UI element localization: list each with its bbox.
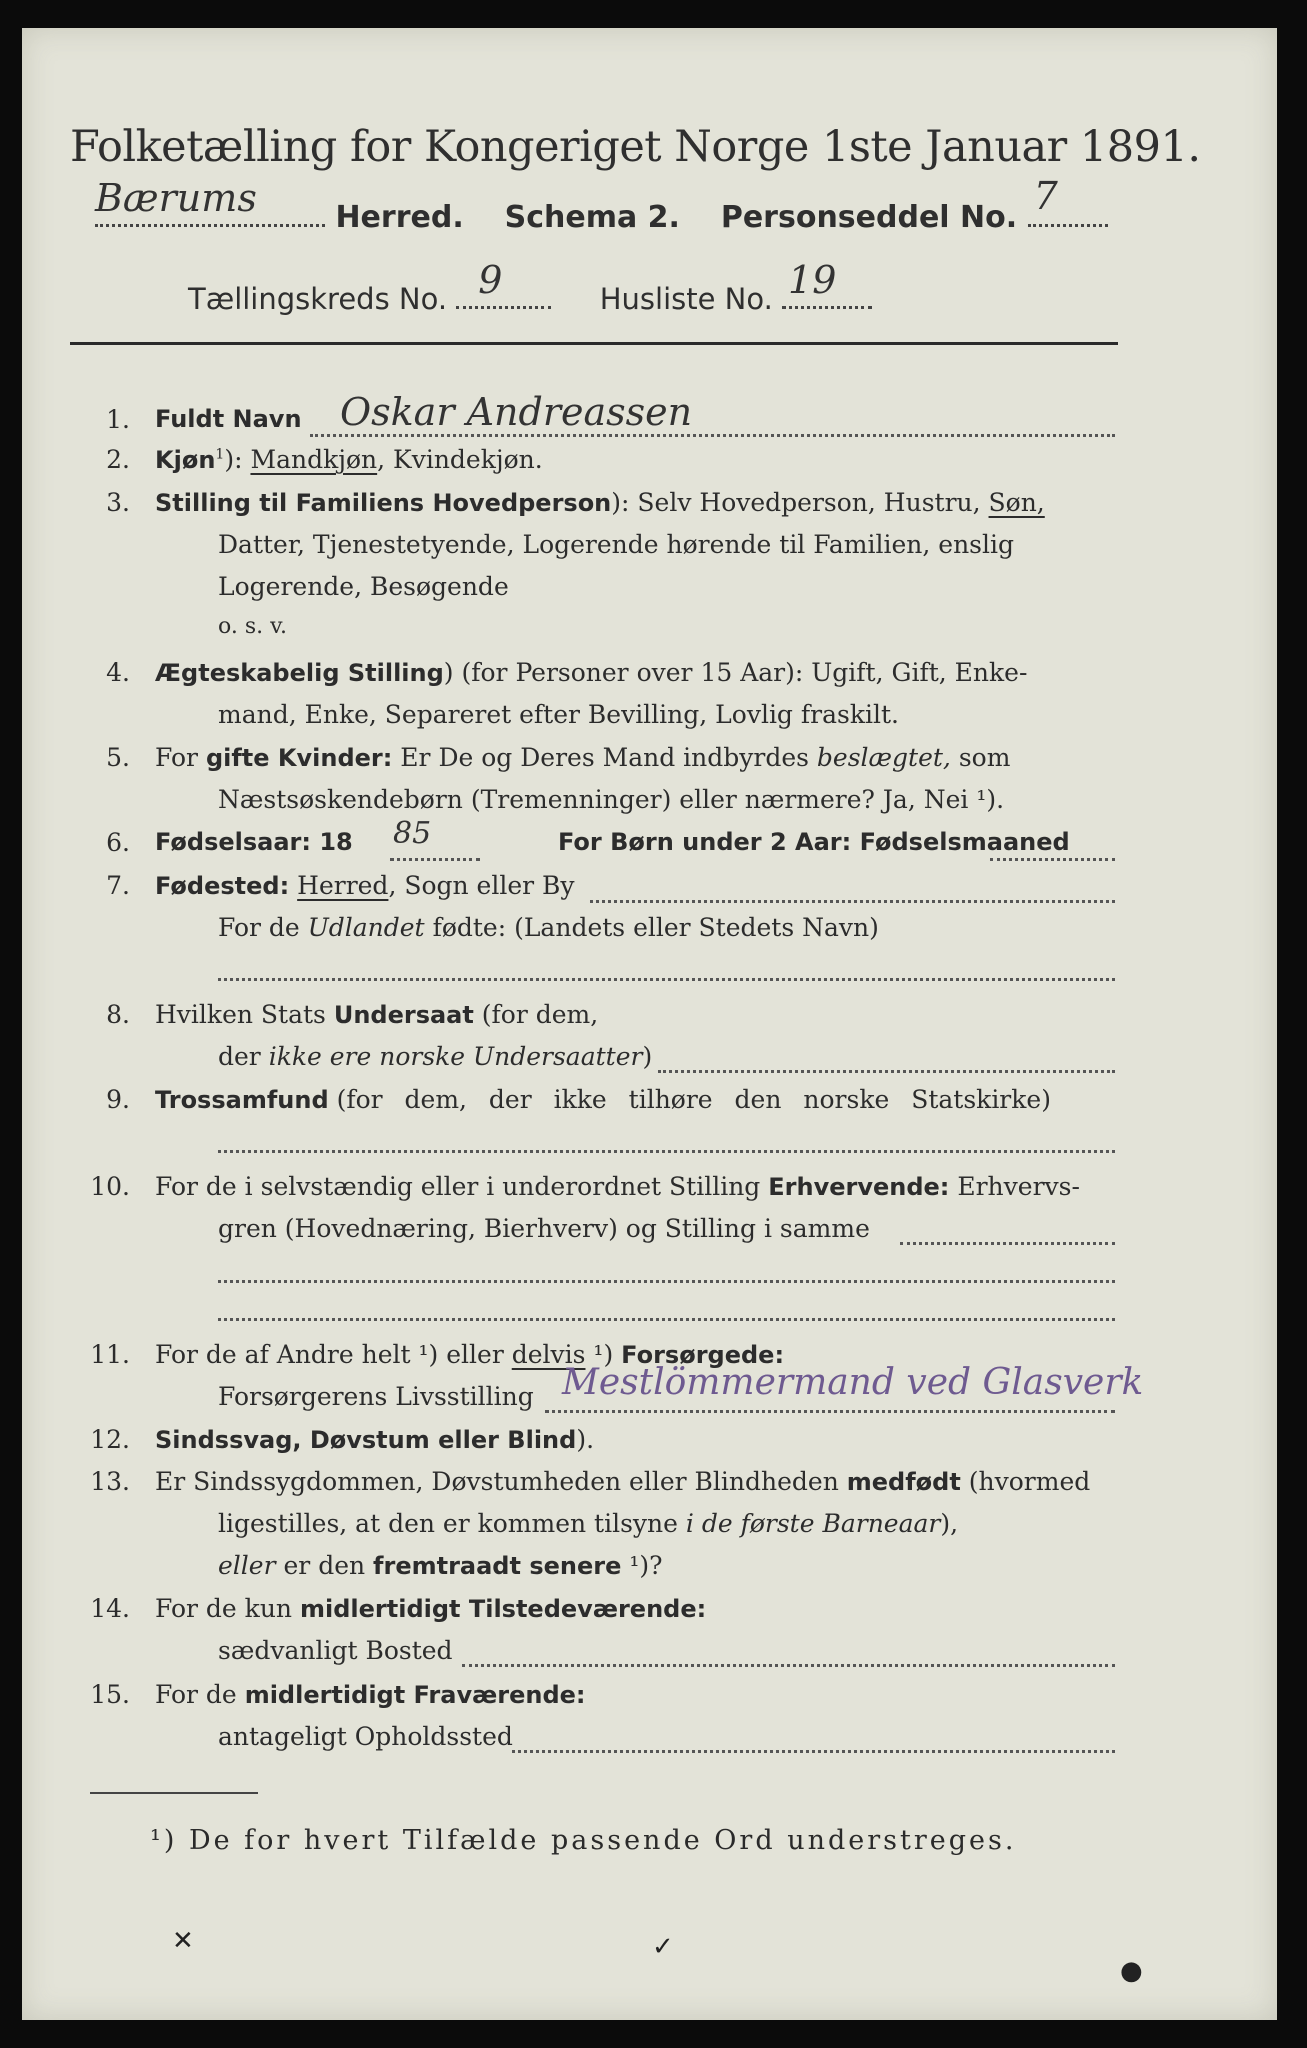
item-11-line	[545, 1410, 1115, 1413]
item-10-line-a	[900, 1242, 1115, 1245]
item-13-line3-it: eller	[218, 1551, 276, 1580]
item-15-label: midlertidigt Fraværende:	[244, 1681, 586, 1709]
item-13-rest: (hvormed	[968, 1467, 1091, 1496]
header-line-herred	[95, 174, 1108, 235]
item-7-label: Fødested:	[155, 872, 290, 900]
item-10-pre: For de i selvstændig eller i underordnet Stilling	[155, 1172, 761, 1201]
item-3-line1: ): Selv Hovedperson, Hustru,	[611, 488, 981, 517]
herred-label: Herred.	[335, 200, 464, 235]
item-4-line2: mand, Enke, Separeret efter Bevilling, Lovlig fraskilt.	[218, 700, 899, 729]
herred-field	[95, 176, 325, 227]
item-3-line2: Datter, Tjenestetyende, Logerende hørende til Familien, enslig	[218, 530, 1015, 559]
item-10-line2: gren (Hovednæring, Bierhverv) og Stilling i samme	[218, 1214, 870, 1243]
item-13-pre: Er Sindssygdommen, Døvstumheden eller Blindheden	[155, 1467, 839, 1496]
item-7-udlandet: Udlandet	[307, 913, 425, 942]
item-8-line2-it: ikke ere norske Undersaatter	[268, 1042, 643, 1071]
item-1-line	[310, 434, 1115, 437]
item-7-rest: , Sogn eller By	[388, 871, 575, 900]
item-10-line-b	[218, 1280, 1115, 1283]
item-8-label: Undersaat	[333, 1001, 474, 1029]
item-7-line2-pre: For de	[218, 913, 300, 942]
kreds-field	[456, 258, 551, 309]
provider-occupation-value: Mestlömmermand ved Glasverk	[562, 1362, 1144, 1403]
item-3-label: Stilling til Familiens Hovedperson	[155, 489, 612, 517]
item-13-line2	[218, 1509, 958, 1538]
item-13-line3	[218, 1551, 663, 1580]
item-6-number: 6.	[106, 828, 130, 857]
ink-mark-center: ✓	[652, 1932, 674, 1962]
item-5-beslaegtet: beslægtet,	[816, 743, 951, 772]
schema-label: Schema 2.	[504, 200, 680, 235]
item-7-number: 7.	[106, 871, 130, 900]
footnote: ¹) De for hvert Tilfælde passende Ord understreges.	[150, 1825, 1017, 1856]
item-2-number: 2.	[106, 445, 130, 474]
item-14-pre: For de kun	[155, 1594, 293, 1623]
item-15-line2: antageligt Opholdssted	[218, 1722, 513, 1751]
item-10-label: Erhvervende:	[768, 1173, 950, 1201]
full-name-value: Oskar Andreassen	[340, 390, 693, 434]
item-13-line2-pre: ligestilles, at den er kommen tilsyne	[218, 1509, 678, 1538]
item-9-label: Trossamfund	[155, 1086, 329, 1114]
kreds-label: Tællingskreds No.	[188, 282, 448, 316]
relation-son-option: Søn,	[988, 488, 1045, 517]
item-4-label: Ægteskabelig Stilling	[155, 659, 444, 687]
item-14-label: midlertidigt Tilstedeværende:	[299, 1595, 707, 1623]
item-3-line3: Logerende, Besøgende	[218, 572, 509, 601]
birth-year-line	[390, 858, 480, 861]
birthplace-herred-option: Herred	[297, 871, 389, 900]
item-7-line2	[218, 913, 879, 942]
item-8-line	[658, 1070, 1115, 1073]
item-5-som: som	[958, 743, 1011, 772]
supported-delvis-option: delvis	[511, 1340, 586, 1369]
item-13-line3-b: fremtraadt senere	[373, 1552, 622, 1580]
birth-month-line	[990, 858, 1115, 861]
ink-mark-left: ✕	[172, 1926, 194, 1956]
item-10-line-c	[218, 1318, 1115, 1321]
item-3-line4: o. s. v.	[218, 614, 287, 639]
footnote-rule	[90, 1792, 258, 1794]
item-12-rest: ).	[576, 1425, 595, 1454]
item-11-number: 11.	[90, 1340, 130, 1369]
item-4-number: 4.	[106, 658, 130, 687]
personseddel-label: Personseddel No.	[720, 200, 1018, 235]
item-15-line	[512, 1750, 1115, 1753]
husliste-value: 19	[788, 258, 837, 302]
header-rule	[70, 342, 1118, 345]
item-11-pre: For de af Andre helt ¹) eller	[155, 1340, 504, 1369]
item-15-pre: For de	[155, 1680, 237, 1709]
birth-year-value: 85	[393, 816, 432, 851]
item-5-label: gifte Kvinder:	[205, 744, 393, 772]
item-11-line2: Forsørgerens Livsstilling	[218, 1382, 534, 1411]
personseddel-field	[1028, 174, 1108, 227]
item-8-rest: (for dem,	[481, 1000, 599, 1029]
item-9-line	[218, 1150, 1115, 1153]
item-13-number: 13.	[90, 1467, 130, 1496]
item-14-number: 14.	[90, 1594, 130, 1623]
item-2-rest: , Kvindekjøn.	[377, 445, 543, 474]
item-10-rest: Erhvervs-	[957, 1172, 1080, 1201]
husliste-label: Husliste No.	[599, 282, 773, 316]
item-2-sup: 1	[215, 446, 225, 463]
item-8-pre: Hvilken Stats	[155, 1000, 326, 1029]
item-8-line2	[218, 1042, 652, 1071]
item-1-number: 1.	[106, 405, 130, 434]
item-13-line3-mid: er den	[283, 1551, 366, 1580]
item-8-line2-pre: der	[218, 1042, 261, 1071]
item-14-line2: sædvanligt Bosted	[218, 1636, 453, 1665]
header-line-kreds	[188, 258, 872, 316]
item-7-line1	[590, 900, 1115, 903]
form-title: Folketælling for Kongeriget Norge 1ste Januar 1891.	[70, 122, 1201, 172]
item-12-label: Sindssvag, Døvstum eller Blind	[155, 1426, 577, 1454]
item-7-line3	[218, 978, 1115, 981]
item-11-label: Forsørgede:	[621, 1341, 785, 1369]
item-12-number: 12.	[90, 1425, 130, 1454]
item-13-line3-rest: ¹)?	[629, 1551, 663, 1580]
item-13-line2-rest: ),	[940, 1509, 959, 1538]
item-5-line1: Er De og Deres Mand indbyrdes	[400, 743, 809, 772]
herred-value: Bærums	[95, 176, 257, 220]
item-11-mid: ¹)	[585, 1340, 614, 1369]
kreds-value: 9	[478, 258, 503, 302]
item-5-pre: For	[155, 743, 198, 772]
item-3-number: 3.	[106, 488, 130, 517]
item-15-number: 15.	[90, 1680, 130, 1709]
item-1-label: Fuldt Navn	[155, 405, 302, 433]
item-13-line2-it: i de første Barneaar	[685, 1509, 941, 1538]
item-8-line2-rest: )	[642, 1042, 653, 1071]
ink-mark-right: ●	[1120, 1956, 1143, 1986]
gender-mandkjon-option: Mandkjøn	[250, 445, 378, 474]
husliste-field	[782, 258, 872, 309]
item-10-number: 10.	[90, 1172, 130, 1201]
item-2-pre: ):	[224, 445, 243, 474]
personseddel-value: 7	[1033, 174, 1058, 218]
item-6-rest: For Børn under 2 Aar: Fødselsmaaned	[558, 828, 1070, 856]
item-13-label: medfødt	[846, 1468, 961, 1496]
item-2-label: Kjøn	[155, 446, 216, 474]
item-9-rest: (for dem, der ikke tilhøre den norske Statskirke)	[336, 1085, 1051, 1114]
item-5-number: 5.	[106, 743, 130, 772]
item-9-number: 9.	[106, 1085, 130, 1114]
item-8-number: 8.	[106, 1000, 130, 1029]
item-7-line2-rest: fødte: (Landets eller Stedets Navn)	[432, 913, 879, 942]
item-14-line	[462, 1664, 1115, 1667]
item-5-line2: Næstsøskendebørn (Tremenninger) eller nærmere? Ja, Nei ¹).	[218, 785, 1005, 814]
item-4-line1: ) (for Personer over 15 Aar): Ugift, Gift, Enke-	[443, 658, 1028, 687]
item-6-label: Fødselsaar: 18	[155, 828, 353, 856]
